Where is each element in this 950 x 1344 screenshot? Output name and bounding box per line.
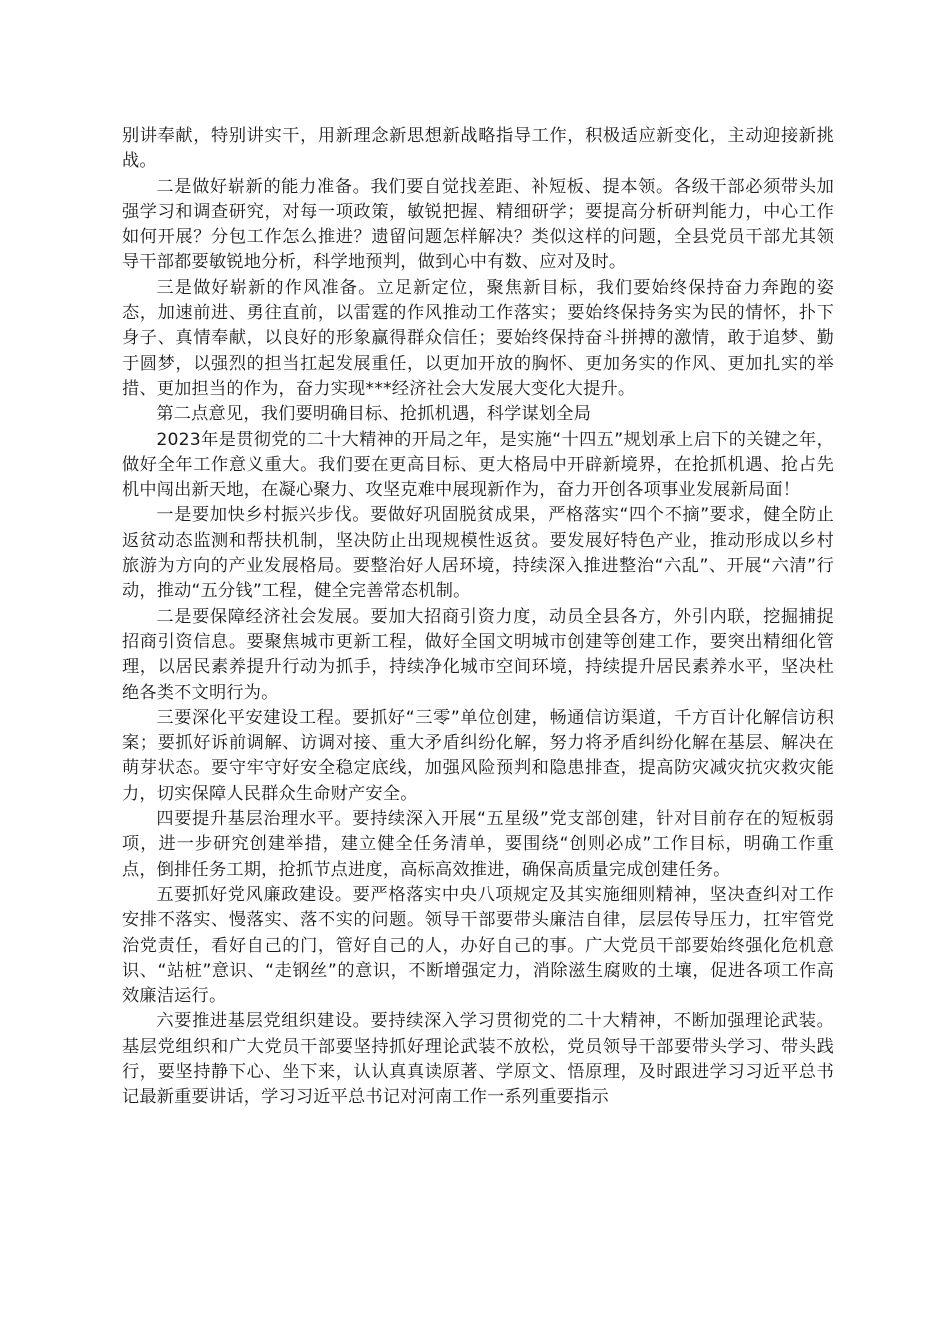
paragraph-continuation: 别讲奉献，特别讲实干，用新理念新思想新战略指导工作，积极适应新变化，主动迎接新挑战。 [122,126,834,172]
paragraph-ability-preparation: 二是做好崭新的能力准备。我们要自觉找差距、补短板、提本领。各级干部必须带头加强学习和调查研究，对每一项政策，敏锐把握、精细研学；要提高分析研判能力，中心工作如何开展？分包工作怎么推进？遗留问题怎样解决？类似这样的问题，全县党员干部尤其领导干部都要敏锐地分析，科学地预判，做到心中有数、应对及时。 [122,176,834,273]
paragraph-rural-revitalization: 一是要加快乡村振兴步伐。要做好巩固脱贫成果，严格落实“四个不摘”要求，健全防止返贫动态监测和帮扶机制，坚决防止出现规模性返贫。要发展好特色产业，推动形成以乡村旅游为方向的产业发展格局。要整治好人居环境，持续深入推进整治“六乱”、开展“六清”行动，推动“五分钱”工程，健全完善常态机制。 [122,505,834,602]
paragraph-clean-government: 五要抓好党风廉政建设。要严格落实中央八项规定及其实施细则精神，坚决查纠对工作安排不落实、慢落实、落不实的问题。领导干部要带头廉洁自律，层层传导压力，扛牢管党治党责任，看好自己的门，管好自己的人，办好自己的事。广大党员干部要始终强化危机意识、“站桩”意识、“走钢丝”的意识，不断增强定力，消除滋生腐败的土壤，促进各项工作高效廉洁运行。 [122,884,834,1007]
paragraph-grassroots-governance: 四要提升基层治理水平。要持续深入开展“五星级”党支部创建，针对目前存在的短板弱项，进一步研究创建举措，建立健全任务清单，要围绕“创则必成”工作目标，明确工作重点，倒排任务工期，抢抓节点进度，高标高效推进，确保高质量完成创建任务。 [122,809,834,880]
section-heading-second-point: 第二点意见，我们要明确目标、抢抓机遇，科学谋划全局 [156,404,592,425]
paragraph-2023-overview: 2023年是贯彻党的二十大精神的开局之年，是实施“十四五”规划承上启下的关键之年，做好全年工作意义重大。我们要在更高目标、更大格局中开辟新境界，在抢抓机遇、抢占先机中闯出新天地，在凝心聚力、攻坚克难中展现新作为，奋力开创各项事业发展新局面！ [122,429,834,501]
paragraph-economic-development: 二是要保障经济社会发展。要加大招商引资力度，动员全县各方，外引内联，挖掘捕捉招商引资信息。要聚焦城市更新工程，做好全国文明城市创建等创建工作，要突出精细化管理，以居民素养提升行动为抓手，持续净化城市空间环境，持续提升居民素养水平，坚决杜绝各类不文明行为。 [122,606,834,703]
document-body [122,124,834,1111]
paragraph-safety-construction: 三要深化平安建设工程。要抓好“三零”单位创建，畅通信访渠道，千方百计化解信访积案；要抓好诉前调解、访调对接、重大矛盾纠纷化解，努力将矛盾纠纷化解在基层、解决在萌芽状态。要守牢守好安全稳定底线，加强风险预判和隐患排查，提高防灾减灾抗灾救灾能力，切实保障人民群众生命财产安全。 [122,707,834,804]
paragraph-party-organization: 六要推进基层党组织建设。要持续深入学习贯彻党的二十大精神，不断加强理论武装。基层党组织和广大党员干部要坚持抓好理论武装不放松，党员领导干部要带头学习、带头践行，要坚持静下心、坐下来，认认真真读原著、学原文、悟原理，及时跟进学习习近平总书记最新重要讲话，学习习近平总书记对河南工作一系列重要指示 [122,1011,834,1108]
paragraph-style-preparation: 三是做好崭新的作风准备。立足新定位，聚焦新目标，我们要始终保持奋力奔跑的姿态，加速前进、勇往直前，以雷霆的作风推动工作落实；要始终保持务实为民的情怀，扑下身子、真情奉献，以良好的形象赢得群众信任；要始终保持奋斗拼搏的激情，敢于追梦、勤于圆梦，以强烈的担当扛起发展重任，以更加开放的胸怀、更加务实的作风、更加扎实的举措、更加担当的作为，奋力实现***经济社会大发展大变化大提升。 [122,277,834,399]
